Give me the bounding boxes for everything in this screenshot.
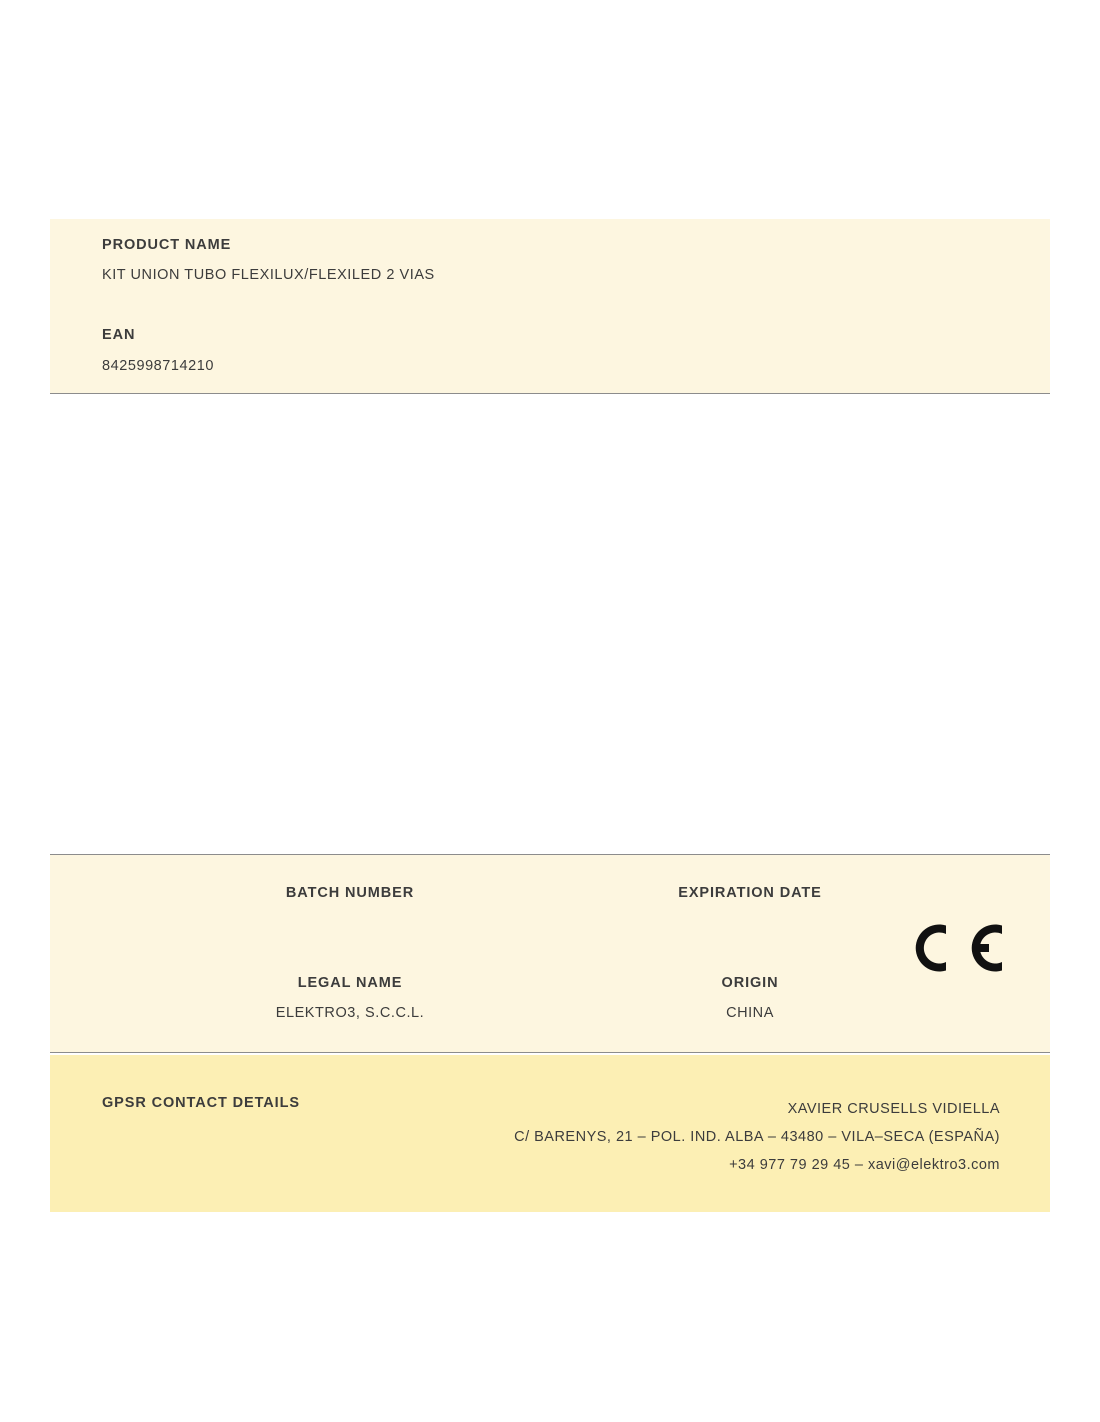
batch-number-label: BATCH NUMBER (285, 885, 415, 901)
legal-name-value: ELEKTRO3, S.C.C.L. (275, 1005, 425, 1021)
gpsr-contact-block (50, 1055, 1050, 1212)
product-name-value: KIT UNION TUBO FLEXILUX/FLEXILED 2 VIAS (102, 267, 435, 283)
ce-marking-icon (910, 917, 1002, 979)
batch-legal-block (50, 854, 1050, 1053)
legal-name-label: LEGAL NAME (297, 975, 403, 991)
gpsr-contact-address: C/ BARENYS, 21 – POL. IND. ALBA – 43480 – VILA–SECA (ESPAÑA) (514, 1129, 1000, 1145)
origin-label: ORIGIN (721, 975, 779, 991)
gpsr-contact-phone-email: +34 977 79 29 45 – xavi@elektro3.com (729, 1157, 1000, 1173)
product-name-label: PRODUCT NAME (102, 237, 232, 253)
origin-value: CHINA (726, 1005, 774, 1021)
expiration-date-label: EXPIRATION DATE (678, 885, 822, 901)
ean-value: 8425998714210 (102, 358, 214, 374)
ean-label: EAN (102, 327, 136, 343)
gpsr-label: GPSR CONTACT DETAILS (102, 1095, 300, 1111)
gpsr-lines (300, 1095, 1000, 1179)
gpsr-contact-name: XAVIER CRUSELLS VIDIELLA (787, 1101, 1000, 1117)
product-info-block (50, 219, 1050, 394)
